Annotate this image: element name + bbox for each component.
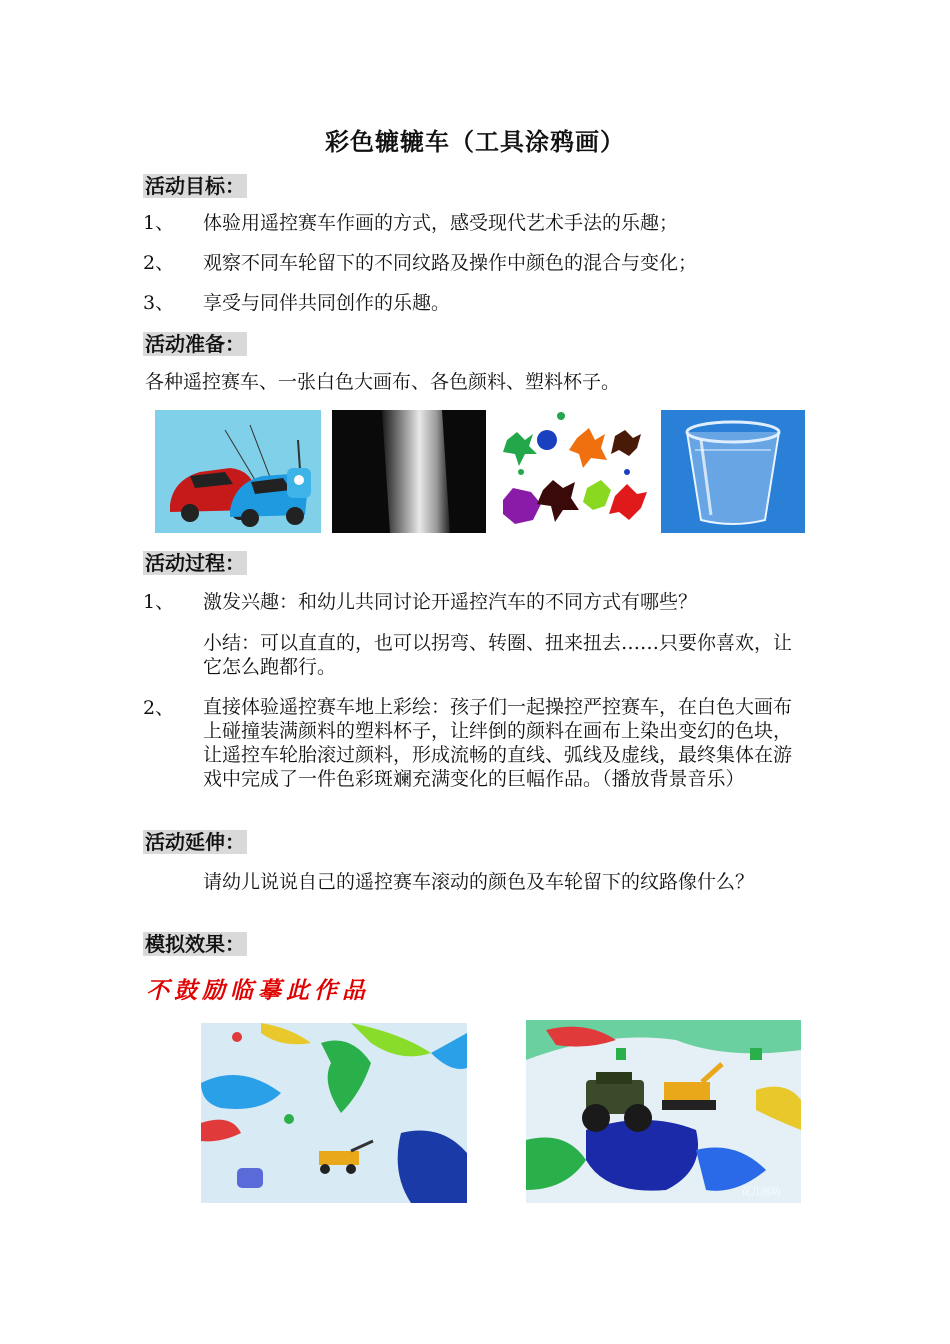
step-1-summary: 小结：可以直直的，也可以拐弯、转圈、扭来扭去……只要你喜欢，让它怎么跑都行。 xyxy=(203,632,793,678)
step-1-number: 1、 xyxy=(143,591,175,613)
paint-splash-photo xyxy=(497,410,650,533)
watermark-2: 花儿画坊 xyxy=(741,1187,781,1198)
goal-1-text: 体验用遥控赛车作画的方式，感受现代艺术手法的乐趣； xyxy=(203,212,679,234)
goal-3-number: 3、 xyxy=(143,292,175,314)
plastic-cup-photo xyxy=(661,410,805,533)
section-heading-extension: 活动延伸： xyxy=(145,830,245,854)
page-title: 彩色辘辘车（工具涂鸦画） xyxy=(325,127,625,156)
artwork-photo-2 xyxy=(526,1020,801,1203)
step-1-text: 激发兴趣：和幼儿共同讨论开遥控汽车的不同方式有哪些？ xyxy=(203,591,698,613)
rc-cars-photo xyxy=(155,410,321,533)
goal-1-number: 1、 xyxy=(143,212,175,234)
goal-2-text: 观察不同车轮留下的不同纹路及操作中颜色的混合与变化； xyxy=(203,252,698,274)
section-heading-effect: 模拟效果： xyxy=(145,932,245,956)
section-heading-goals: 活动目标： xyxy=(145,174,245,198)
section-heading-process: 活动过程： xyxy=(145,551,245,575)
step-2-text: 直接体验遥控赛车地上彩绘：孩子们一起操控严控赛车，在白色大画布上碰撞装满颜料的塑料杯子，让绊倒的颜料在画布上染出变幻的色块，让遥控车轮胎滚过颜料，形成流畅的直线、弧线及虚线，最终集体在游戏中完成了一件色彩斑斓充满变化的巨幅作品。（播放背景音乐） xyxy=(203,696,793,790)
goal-2-number: 2、 xyxy=(143,252,175,274)
warning-text: 不鼓励临摹此作品 xyxy=(146,977,370,1004)
artwork-photo-1 xyxy=(201,1023,467,1203)
section-heading-prep: 活动准备： xyxy=(145,332,245,356)
step-2-number: 2、 xyxy=(143,697,175,719)
prep-text: 各种遥控赛车、一张白色大画布、各色颜料、塑料杯子。 xyxy=(145,371,621,393)
canvas-roll-photo xyxy=(332,410,486,533)
extension-text: 请幼儿说说自己的遥控赛车滚动的颜色及车轮留下的纹路像什么？ xyxy=(203,871,755,893)
goal-3-text: 享受与同伴共同创作的乐趣。 xyxy=(203,292,451,314)
